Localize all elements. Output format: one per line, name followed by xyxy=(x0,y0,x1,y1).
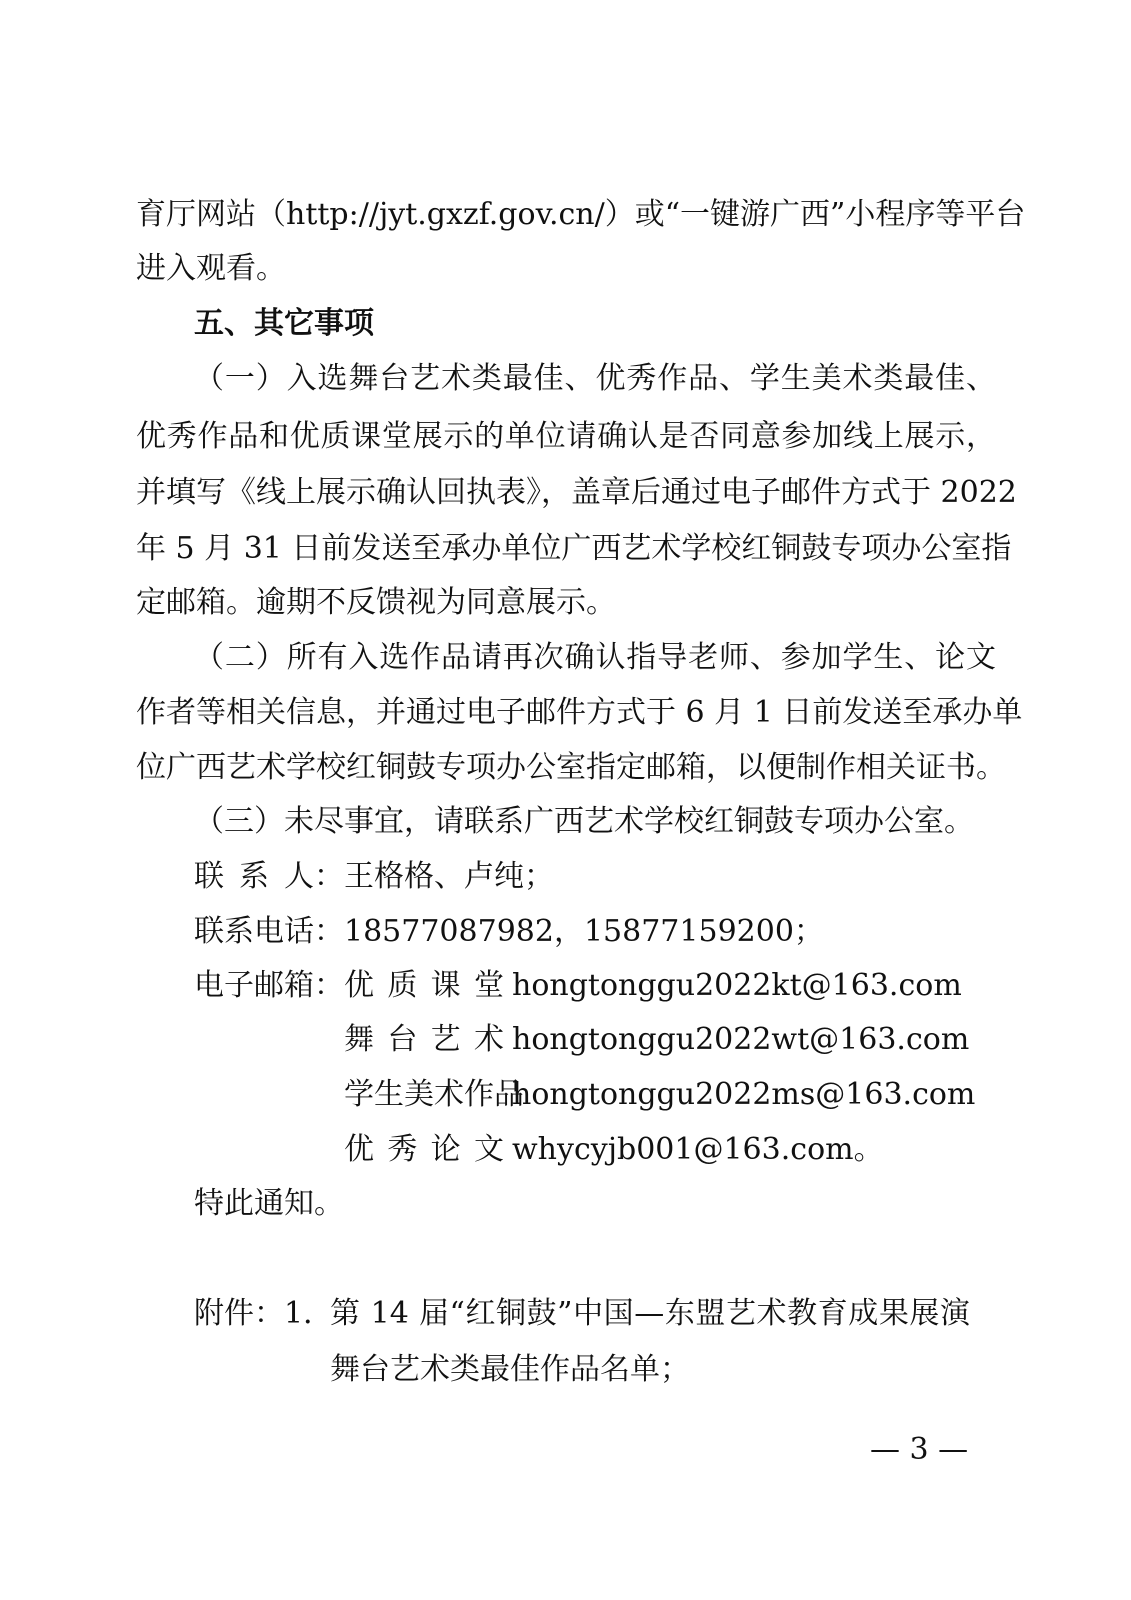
attachment-label: 附件：1． xyxy=(194,1296,334,1331)
email-row xyxy=(344,1076,1131,1114)
contact-phone-value: ：18577087982，15877159200； xyxy=(314,914,824,949)
email-address[interactable]: hongtonggu2022wt@163.com xyxy=(512,1022,970,1057)
section-heading: 五、其它事项 xyxy=(194,306,374,341)
email-row xyxy=(344,1131,1131,1169)
email-category-label: 舞台艺术 xyxy=(344,1022,504,1057)
contact-person-row xyxy=(194,858,1054,896)
contact-person-value: ：王格格、卢纯； xyxy=(314,859,554,894)
paragraph-line: 育厅网站（http://jyt.gxzf.gov.cn/）或“一键游广西”小程序等平台 xyxy=(136,197,1026,232)
contact-phone-row xyxy=(194,913,1054,951)
attachment-line: 第 14 届“红铜鼓”中国—东盟艺术教育成果展演 xyxy=(330,1296,970,1331)
attachment-line: 舞台艺术类最佳作品名单； xyxy=(330,1352,690,1387)
email-category-label: 优质课堂 xyxy=(344,968,504,1003)
paragraph-line: 位广西艺术学校红铜鼓专项办公室指定邮箱，以便制作相关证书。 xyxy=(136,750,1006,785)
paragraph-line: 优秀作品和优质课堂展示的单位请确认是否同意参加线上展示， xyxy=(136,419,996,454)
closing-text: 特此通知。 xyxy=(194,1186,344,1221)
email-address[interactable]: whycyjb001@163.com。 xyxy=(512,1132,884,1167)
email-category-label: 优秀论文 xyxy=(344,1132,504,1167)
email-address[interactable]: hongtonggu2022ms@163.com xyxy=(512,1077,976,1112)
paragraph-line: 年 5 月 31 日前发送至承办单位广西艺术学校红铜鼓专项办公室指 xyxy=(136,531,1012,566)
paragraph-line: 定邮箱。逾期不反馈视为同意展示。 xyxy=(136,585,616,620)
email-row xyxy=(344,1021,1131,1059)
paragraph-line: 进入观看。 xyxy=(136,251,286,286)
paragraph-line: 作者等相关信息，并通过电子邮件方式于 6 月 1 日前发送至承办单 xyxy=(136,695,1023,730)
email-address[interactable]: hongtonggu2022kt@163.com xyxy=(512,968,962,1003)
page-number: — 3 — xyxy=(870,1432,969,1467)
paragraph-line: （二）所有入选作品请再次确认指导老师、参加学生、论文 xyxy=(194,640,996,675)
email-row xyxy=(194,967,1054,1005)
contact-phone-label: 联系电话 xyxy=(194,914,314,949)
email-category-label: 学生美术作品 xyxy=(344,1077,524,1112)
paragraph-line: （一）入选舞台艺术类最佳、优秀作品、学生美术类最佳、 xyxy=(194,361,996,396)
paragraph-line: （三）未尽事宜，请联系广西艺术学校红铜鼓专项办公室。 xyxy=(194,804,974,839)
contact-person-label: 联系人 xyxy=(194,859,314,894)
paragraph-line: 并填写《线上展示确认回执表》，盖章后通过电子邮件方式于 2022 xyxy=(136,475,1017,510)
email-label: 电子邮箱 xyxy=(194,968,314,1003)
email-colon: ： xyxy=(314,968,344,1003)
